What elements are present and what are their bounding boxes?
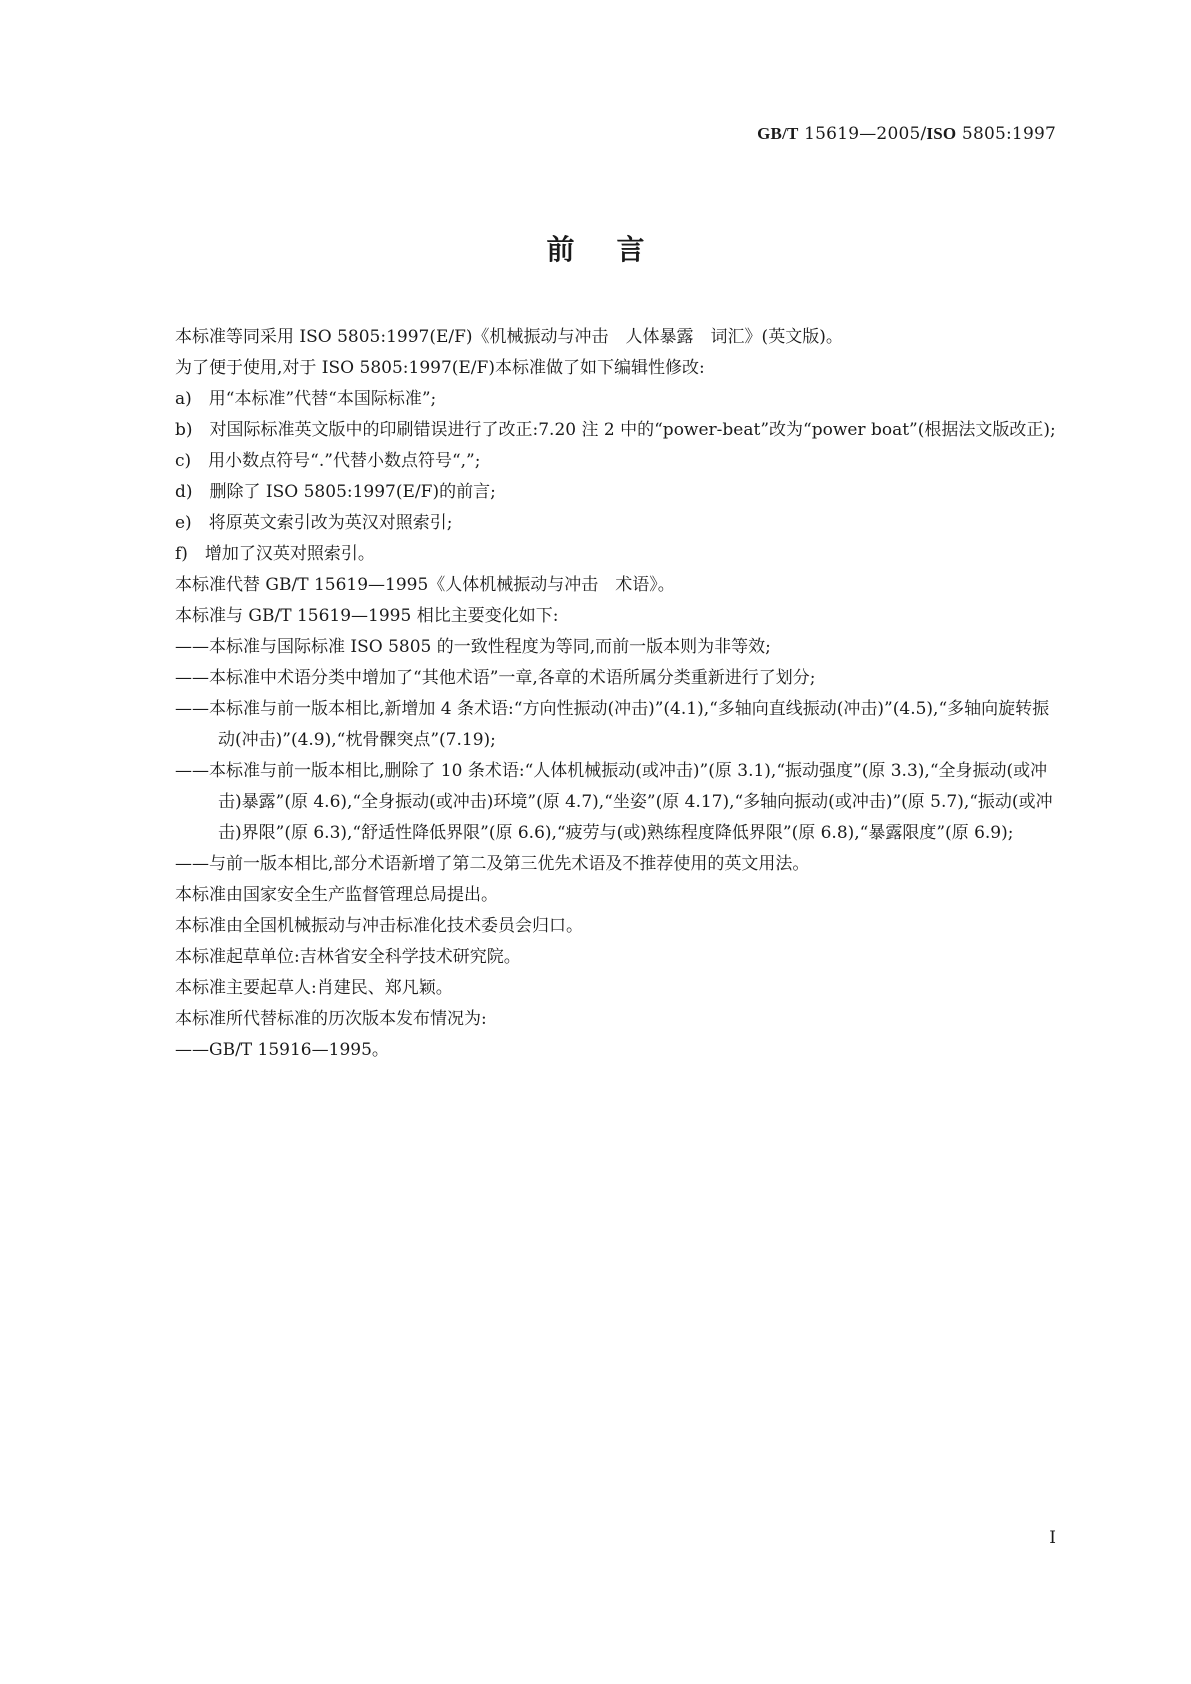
standard-number-header xyxy=(757,124,1056,144)
paragraph: 本标准等同采用 ISO 5805:1997(E/F)《机械振动与冲击 人体暴露 词汇》(英文版)。 xyxy=(175,327,843,347)
paragraph: 本标准起草单位:吉林省安全科学技术研究院。 xyxy=(175,947,521,967)
list-item: b) 对国际标准英文版中的印刷错误进行了改正:7.20 注 2 中的“power-beat”改为“power boat”(根据法文版改正); xyxy=(175,420,1056,440)
dash-item: ——GB/T 15916—1995。 xyxy=(175,1040,389,1060)
paragraph: 本标准由国家安全生产监督管理总局提出。 xyxy=(175,885,498,905)
dash-item: ——本标准与前一版本相比,新增加 4 条术语:“方向性振动(冲击)”(4.1),“多轴向直线振动(冲击)”(4.5),“多轴向旋转振动(冲击)”(4.9),“枕骨髁突点”(7.19); xyxy=(175,699,1050,750)
page-number: I xyxy=(1049,1528,1056,1548)
list-item: a) 用“本标准”代替“本国际标准”; xyxy=(175,389,437,409)
paragraph: 本标准所代替标准的历次版本发布情况为: xyxy=(175,1009,487,1029)
std-number-iso: 5805:1997 xyxy=(956,124,1056,144)
std-number-gbt: 15619—2005/ xyxy=(798,124,927,144)
paragraph: 本标准由全国机械振动与冲击标准化技术委员会归口。 xyxy=(175,916,583,936)
list-item: f) 增加了汉英对照索引。 xyxy=(175,544,375,564)
paragraph: 本标准主要起草人:肖建民、郑凡颖。 xyxy=(175,978,453,998)
paragraph: 为了便于使用,对于 ISO 5805:1997(E/F)本标准做了如下编辑性修改: xyxy=(175,358,705,378)
dash-item: ——本标准中术语分类中增加了“其他术语”一章,各章的术语所属分类重新进行了划分; xyxy=(175,668,816,688)
list-item: c) 用小数点符号“.”代替小数点符号“,”; xyxy=(175,451,481,471)
dash-item: ——本标准与前一版本相比,删除了 10 条术语:“人体机械振动(或冲击)”(原 3.1),“振动强度”(原 3.3),“全身振动(或冲击)暴露”(原 4.6),“全身振动(或冲击)环境”(原 4.7),“坐姿”(原 4.17),“多轴向振动(或冲击)”(原 5.7),“振动(或冲击)界限”(原 6.3),“舒适性降低界限”(原 6.6),“疲劳与(或)熟练程度降低界限”(原 6.8),“暴露限度”(原 6.9); xyxy=(175,761,1053,843)
page-title: 前言 xyxy=(546,233,687,266)
list-item: e) 将原英文索引改为英汉对照索引; xyxy=(175,513,453,533)
paragraph: 本标准与 GB/T 15619—1995 相比主要变化如下: xyxy=(175,606,559,626)
list-item: d) 删除了 ISO 5805:1997(E/F)的前言; xyxy=(175,482,496,502)
dash-item: ——与前一版本相比,部分术语新增了第二及第三优先术语及不推荐使用的英文用法。 xyxy=(175,854,810,874)
paragraph: 本标准代替 GB/T 15619—1995《人体机械振动与冲击 术语》。 xyxy=(175,575,675,595)
foreword-body xyxy=(175,322,1060,1066)
dash-item: ——本标准与国际标准 ISO 5805 的一致性程度为等同,而前一版本则为非等效; xyxy=(175,637,771,657)
std-code-iso: ISO xyxy=(926,124,957,143)
std-code-gbt: GB/T xyxy=(757,124,799,143)
